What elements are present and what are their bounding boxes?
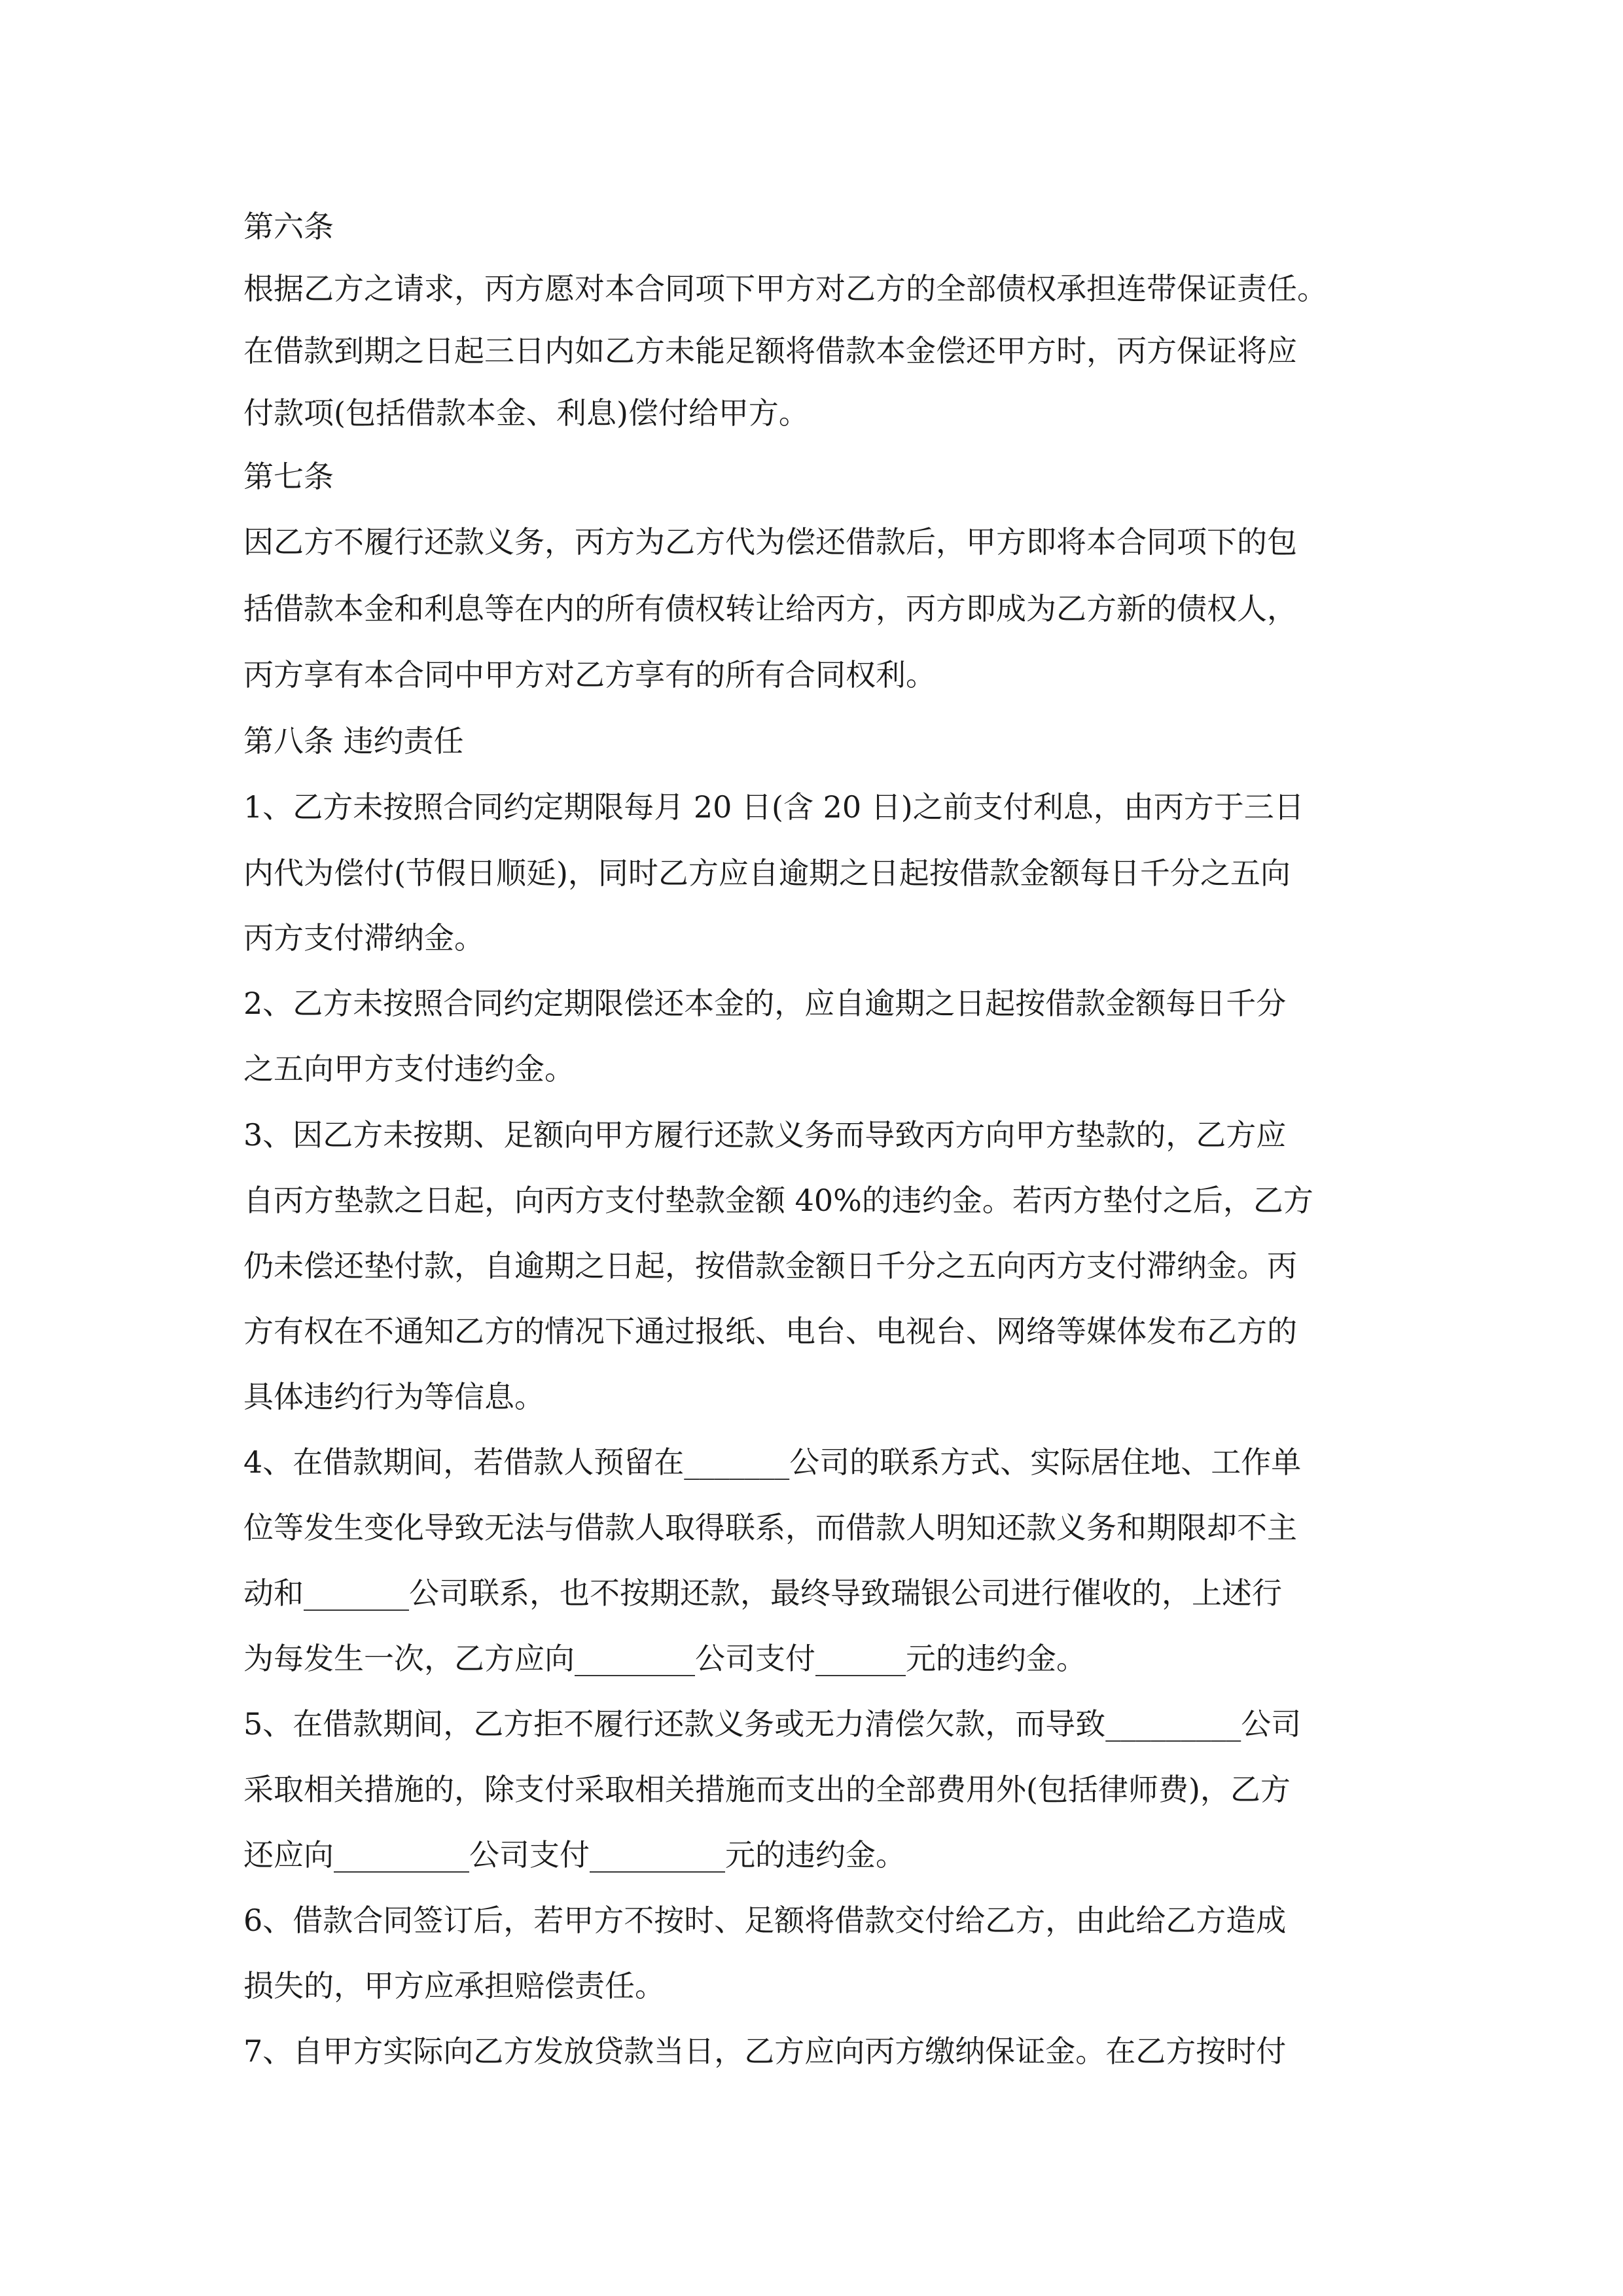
clause-3-line: 仍未偿还垫付款，自逾期之日起，按借款金额日千分之五向丙方支付滞纳金。丙	[243, 1248, 1297, 1283]
heading-article-7: 第七条	[243, 459, 334, 494]
text-line: 括借款本金和利息等在内的所有债权转让给丙方，丙方即成为乙方新的债权人，	[243, 591, 1297, 626]
text-line: 在借款到期之日起三日内如乙方未能足额将借款本金偿还甲方时，丙方保证将应	[243, 333, 1297, 368]
clause-4-line: 位等发生变化导致无法与借款人取得联系，而借款人明知还款义务和期限却不主	[243, 1510, 1297, 1545]
text-line: 丙方享有本合同中甲方对乙方享有的所有合同权利。	[243, 657, 936, 692]
clause-3-line: 3、因乙方未按期、足额向甲方履行还款义务而导致丙方向甲方垫款的，乙方应	[243, 1117, 1287, 1153]
text-line: 根据乙方之请求，丙方愿对本合同项下甲方对乙方的全部债权承担连带保证责任。	[243, 271, 1327, 306]
clause-7-line: 7、自甲方实际向乙方发放贷款当日，乙方应向丙方缴纳保证金。在乙方按时付	[243, 2034, 1287, 2069]
text-line: 付款项(包括借款本金、利息)偿付给甲方。	[243, 395, 809, 431]
clause-5-line: 还应向_________公司支付_________元的违约金。	[243, 1837, 906, 1873]
clause-1-line: 1、乙方未按照合同约定期限每月 20 日(含 20 日)之前支付利息，由丙方于三日	[243, 789, 1304, 825]
clause-5-line: 5、在借款期间，乙方拒不履行还款义务或无力清偿欠款，而导致_________公司	[243, 1706, 1302, 1742]
text-line: 因乙方不履行还款义务，丙方为乙方代为偿还借款后，甲方即将本合同项下的包	[243, 524, 1297, 560]
clause-2-line: 之五向甲方支付违约金。	[243, 1051, 575, 1086]
clause-6-line: 损失的，甲方应承担赔偿责任。	[243, 1968, 665, 2003]
heading-article-6: 第六条	[243, 209, 334, 244]
clause-2-line: 2、乙方未按照合同约定期限偿还本金的，应自逾期之日起按借款金额每日千分	[243, 986, 1287, 1021]
clause-1-line: 内代为偿付(节假日顺延)，同时乙方应自逾期之日起按借款金额每日千分之五向	[243, 855, 1291, 891]
clause-1-line: 丙方支付滞纳金。	[243, 920, 484, 956]
clause-4-line: 为每发生一次，乙方应向________公司支付______元的违约金。	[243, 1641, 1086, 1676]
clause-6-line: 6、借款合同签订后，若甲方不按时、足额将借款交付给乙方，由此给乙方造成	[243, 1903, 1287, 1938]
heading-article-8: 第八条 违约责任	[243, 723, 464, 759]
clause-3-line: 方有权在不通知乙方的情况下通过报纸、电台、电视台、网络等媒体发布乙方的	[243, 1314, 1297, 1349]
clause-5-line: 采取相关措施的，除支付采取相关措施而支出的全部费用外(包括律师费)，乙方	[243, 1772, 1291, 1807]
clause-4-line: 4、在借款期间，若借款人预留在_______公司的联系方式、实际居住地、工作单	[243, 1444, 1302, 1480]
clause-3-line: 具体违约行为等信息。	[243, 1379, 544, 1414]
clause-4-line: 动和_______公司联系，也不按期还款，最终导致瑞银公司进行催收的，上述行	[243, 1575, 1282, 1611]
clause-3-line: 自丙方垫款之日起，向丙方支付垫款金额 40%的违约金。若丙方垫付之后，乙方	[243, 1183, 1313, 1218]
